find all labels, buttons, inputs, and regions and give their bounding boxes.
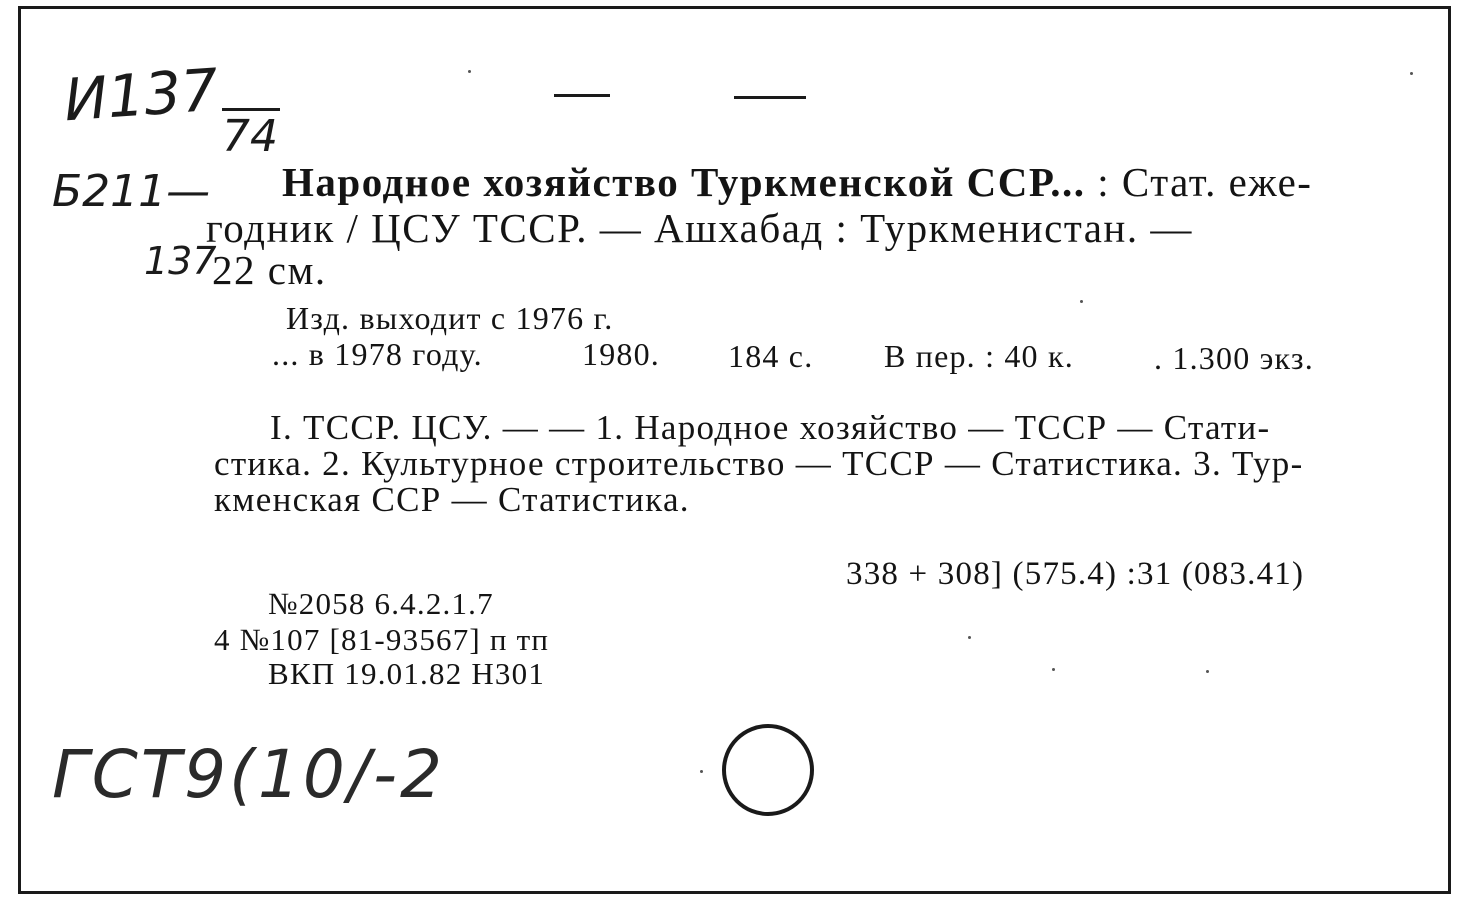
speck	[968, 636, 971, 639]
entry-title-rest: : Стат. еже-	[1085, 159, 1313, 205]
entry-line-3: 22 см.	[212, 247, 327, 293]
card-number-line-2: 4 №107 [81-93567] п тп	[214, 622, 550, 657]
handwritten-fraction: 74	[222, 108, 280, 159]
issue-copies: . 1.300 экз.	[1154, 340, 1314, 376]
tracing-line-1: I. ТССР. ЦСУ. — — 1. Народное хозяйство — ТССР — Стати-	[270, 408, 1271, 447]
issue-year-label: ... в 1978 году.	[272, 336, 483, 372]
card-number-line-1: №2058 6.4.2.1.7	[268, 586, 494, 621]
tracing-line-3: кменская ССР — Статистика.	[214, 480, 690, 519]
handwritten-side-number: 137	[144, 239, 217, 283]
tracing-line-2: стика. 2. Культурное строительство — ТССР — Статистика. 3. Тур-	[214, 444, 1304, 483]
stamp-circle	[722, 724, 814, 816]
handwritten-bottom-code: ГСТ9(10/-2	[52, 736, 445, 813]
entry-line-2: годник / ЦСУ ТССР. — Ашхабад : Туркменистан. —	[206, 205, 1193, 251]
issue-binding: В пер. : 40 к.	[884, 338, 1074, 374]
top-dash-2	[734, 96, 806, 99]
entry-title-line	[282, 159, 1313, 205]
top-dash-1	[554, 94, 610, 97]
classification-index: 338 + 308] (575.4) :31 (083.41)	[846, 556, 1305, 592]
speck	[1206, 670, 1209, 673]
issue-pub-year: 1980.	[582, 336, 660, 372]
speck	[1052, 668, 1055, 671]
speck	[700, 770, 703, 773]
handwritten-side-code: Б211—	[52, 166, 211, 217]
speck	[1410, 72, 1413, 75]
entry-note: Изд. выходит с 1976 г.	[286, 300, 614, 336]
speck	[1080, 300, 1083, 303]
speck	[468, 70, 471, 73]
handwritten-code-top: И137	[61, 55, 221, 135]
entry-title: Народное хозяйство Туркменской ССР...	[282, 159, 1086, 205]
card-number-line-3: ВКП 19.01.82 Н301	[268, 656, 546, 691]
issue-pages: 184 с.	[728, 338, 814, 374]
